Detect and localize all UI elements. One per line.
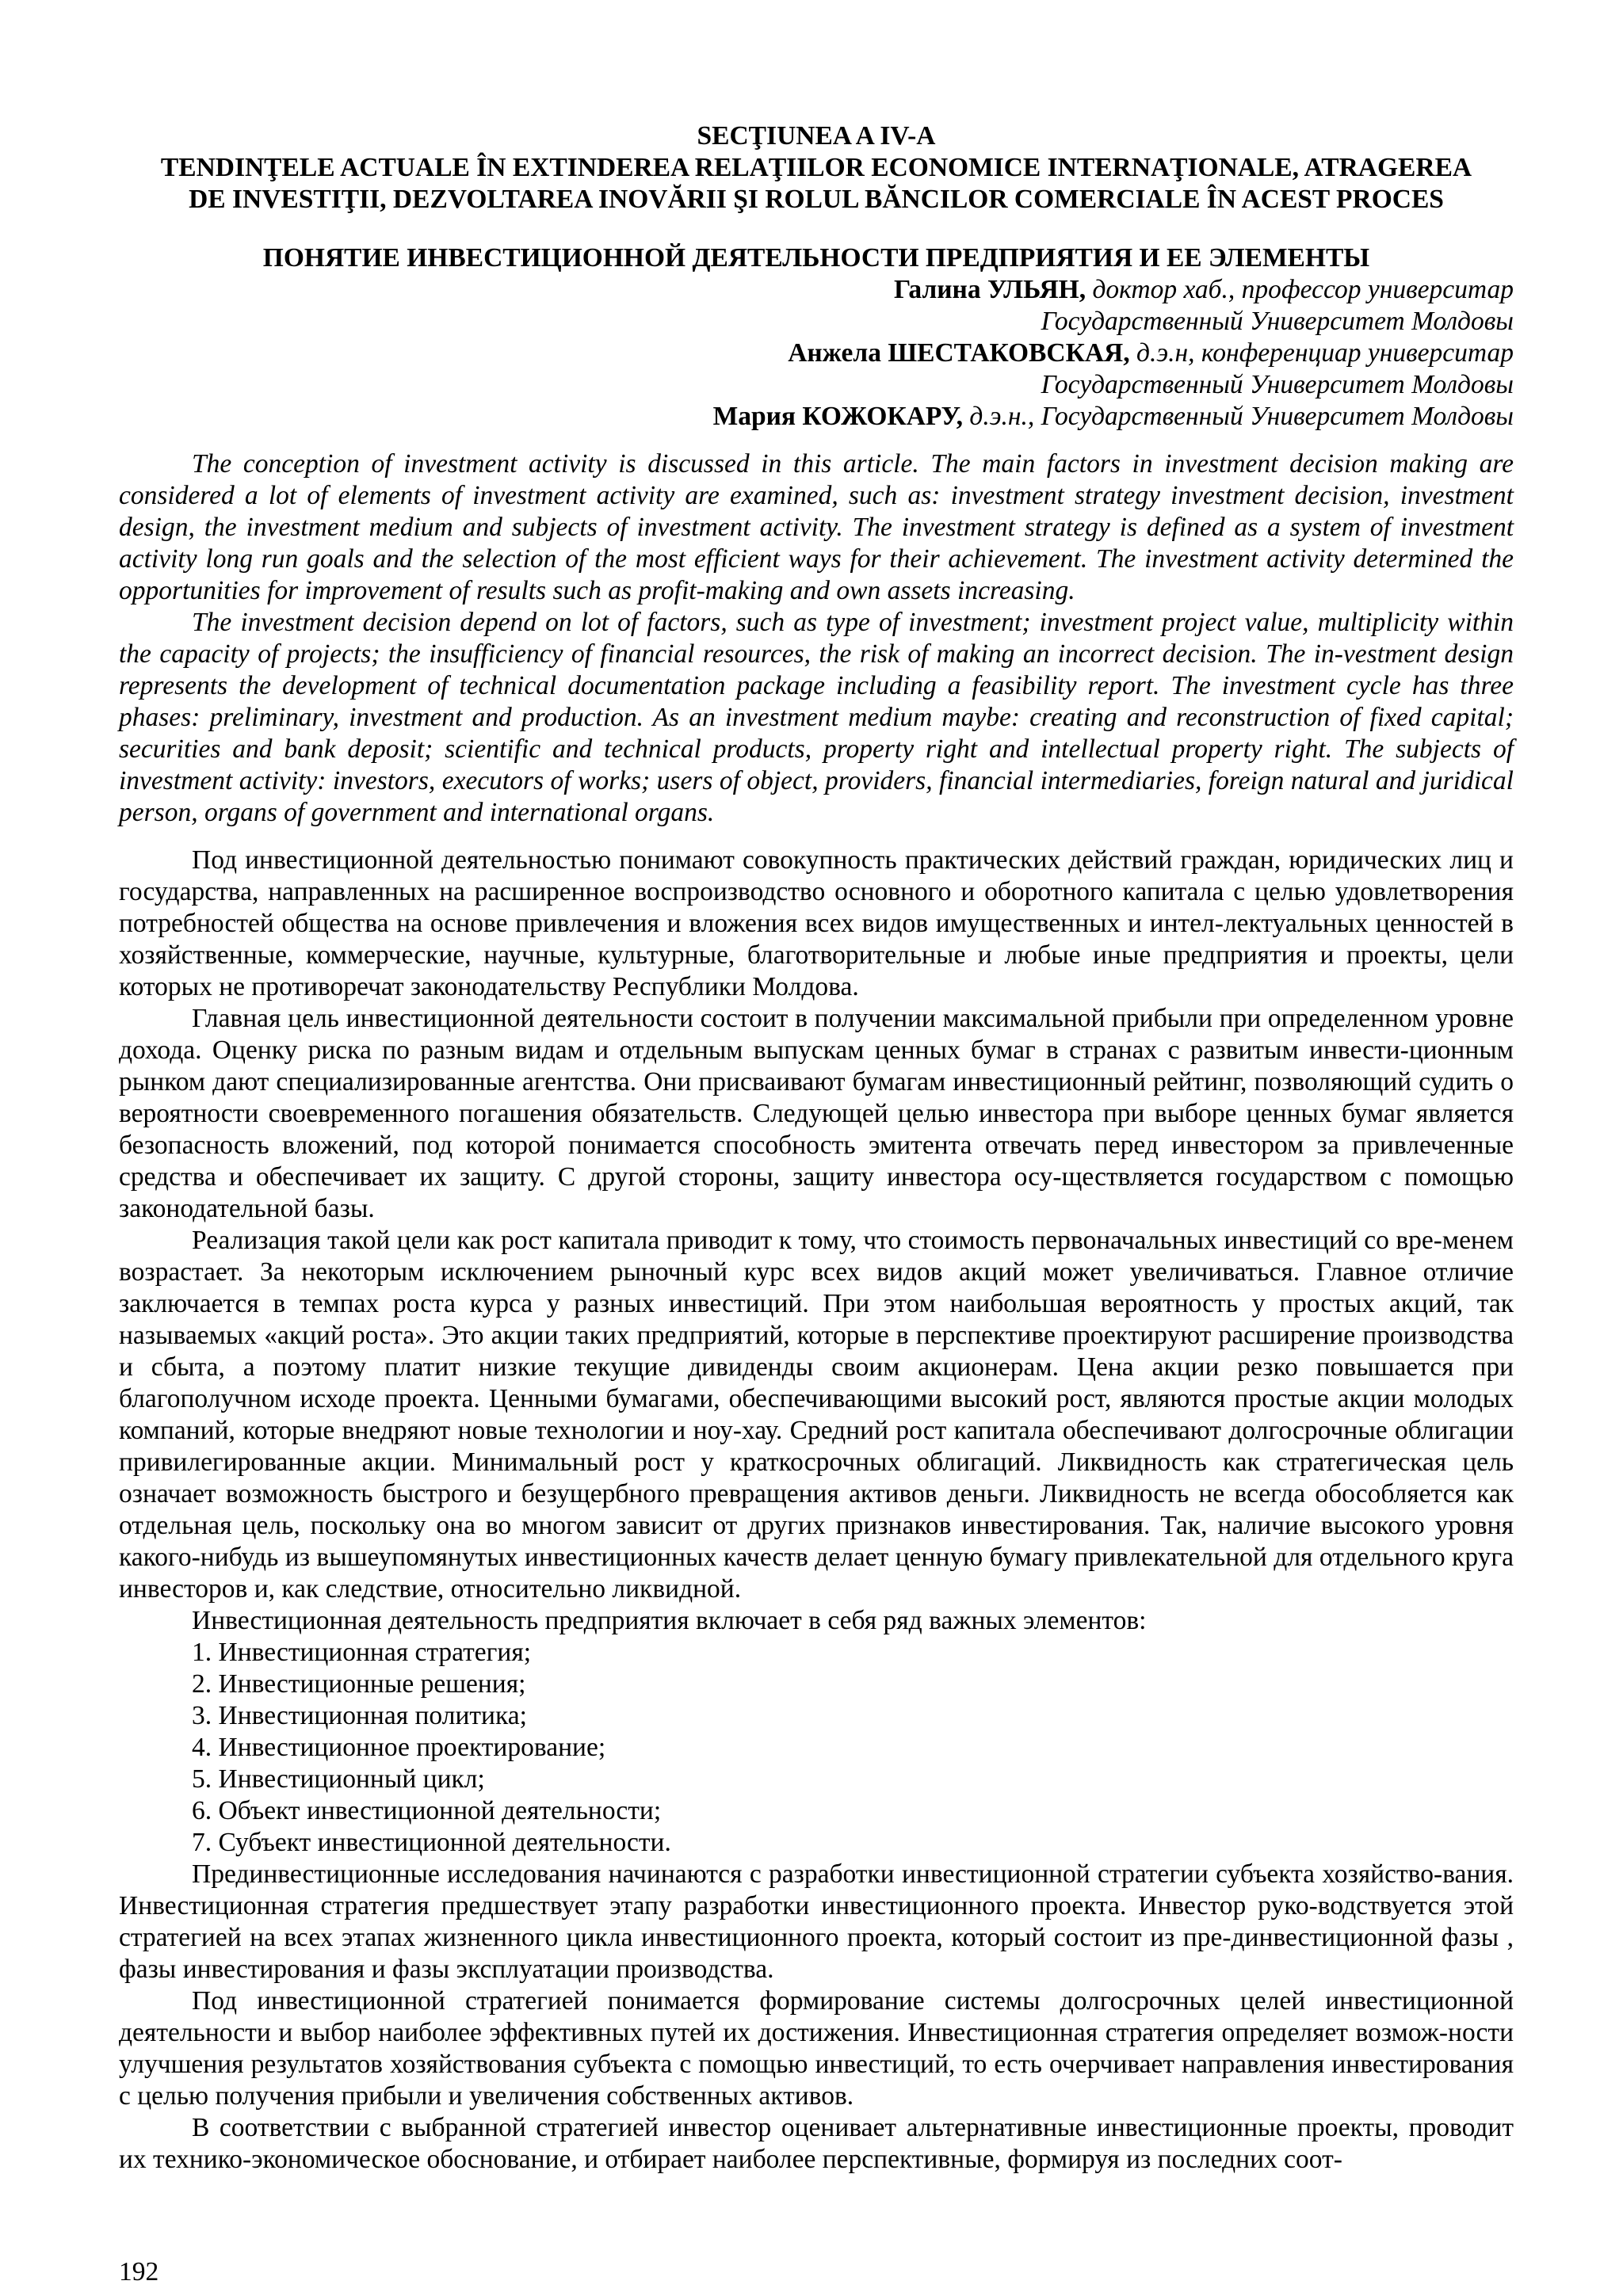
body-text: [119, 845, 1514, 2176]
section-title-line-2: DE INVESTIŢII, DEZVOLTAREA INOVĂRII ŞI ROLUL BĂNCILOR COMERCIALE ÎN ACEST PROCES: [189, 185, 1444, 214]
page: [119, 120, 1514, 2176]
article-title: ПОНЯТИЕ ИНВЕСТИЦИОННОЙ ДЕЯТЕЛЬНОСТИ ПРЕДПРИЯТИЯ И ЕЕ ЭЛЕМЕНТЫ: [262, 243, 1370, 273]
list-item: 2. Инвестиционные решения;: [192, 1669, 526, 1699]
list-item: 6. Объект инвестиционной деятельности;: [192, 1796, 662, 1825]
body-paragraph: Под инвестиционной стратегией понимается формирование системы долгосрочных целей инвестиционной деятельности и выбор наиболее эффективных путей их достижения. Инвестиционная стратегия определяет возмож-ности улучшения результатов хозяйствования субъекта с помощью инвестиций, то есть очерчивает направления инвестирования с целью получения прибыли и увеличения собственных активов.: [119, 1986, 1514, 2111]
list-item: 4. Инвестиционное проектирование;: [192, 1733, 606, 1762]
body-paragraph: В соответствии с выбранной стратегией инвестор оценивает альтернативные инвестиционные проекты, проводит их технико-экономическое обоснование, и отбирает наиболее перспективные, формируя из последних соот-: [119, 2113, 1514, 2174]
body-paragraph: Прединвестиционные исследования начинаются с разработки инвестиционной стратегии субъекта хозяйство-вания. Инвестиционная стратегия предшествует этапу разработки инвестиционного проекта. Инвестор руко-водствуется этой стратегией на всех этапах жизненного цикла инвестиционного проекта, который состоит из пре-динвестиционной фазы , фазы инвестирования и фазы эксплуатации производства.: [119, 1859, 1514, 1984]
author-name: Анжела ШЕСТАКОВСКАЯ,: [788, 338, 1130, 368]
section-label: SECŢIUNEA A IV-A: [697, 121, 936, 151]
list-item: 1. Инвестиционная стратегия;: [192, 1638, 532, 1667]
section-title-line-1: TENDINŢELE ACTUALE ÎN EXTINDEREA RELAŢIILOR ECONOMICE INTERNAŢIONALE, ATRAGEREA: [160, 153, 1472, 182]
elements-list: [119, 1637, 1514, 1859]
authors-block: [119, 274, 1514, 433]
page-number: 192: [119, 2257, 159, 2286]
author-role: д.э.н, конференциар университар: [1136, 338, 1514, 368]
author-role: д.э.н., Государственный Университет Молдовы: [969, 402, 1514, 431]
abstract-paragraph: The conception of investment activity is discussed in this article. The main factors in investment decision making are considered a lot of elements of investment activity are examined, such as: investment strategy investment decision, investment design, the investment medium and subjects of investment activity. The investment strategy is defined as a system of investment activity long run goals and the selection of the most efficient ways for their achievement. The investment activity determined the opportunities for improvement of results such as profit-making and own assets increasing.: [119, 449, 1514, 605]
author-name: Галина УЛЬЯН,: [894, 275, 1086, 304]
body-paragraph: Главная цель инвестиционной деятельности состоит в получении максимальной прибыли при определенном уровне дохода. Оценку риска по разным видам и отдельным выпускам ценных бумаг в странах с развитым инвести-ционным рынком дают специализированные агентства. Они присваивают бумагам инвестиционный рейтинг, позволяющий судить о вероятности своевременного погашения обязательств. Следующей целью инвестора при выборе ценных бумаг является безопасность вложений, под которой понимается способность эмитента отвечать перед инвестором за привлеченные средства и обеспечивает их защиту. С другой стороны, защиту инвестора осу-ществляется государством с помощью законодательной базы.: [119, 1004, 1514, 1223]
abstract: [119, 448, 1514, 829]
body-paragraph: Реализация такой цели как рост капитала приводит к тому, что стоимость первоначальных инвестиций со вре-менем возрастает. За некоторым исключением рыночный курс всех видов акций может увеличиваться. Главное отличие заключается в темпах роста курса у разных инвестиций. При этом наибольшая вероятность у простых акций, так называемых «акций роста». Это акции таких предприятий, которые в перспективе проектируют расширение производства и сбыта, а поэтому платит низкие текущие дивиденды своим акционерам. Цена акции резко повышается при благополучном исходе проекта. Ценными бумагами, обеспечивающими высокий рост, являются простые акции молодых компаний, которые внедряют новые технологии и ноу-хау. Средний рост капитала обеспечивают долгосрочные облигации привилегированные акции. Минимальный рост у краткосрочных облигаций. Ликвидность как стратегическая цель означает возможность быстрого и безущербного превращения активов деньги. Ликвидность не всегда обособляется как отдельная цель, поскольку она во многом зависит от других признаков инвестирования. Так, наличие высокого уровня какого-нибудь из вышеупомянутых инвестиционных качеств делает ценную бумагу привлекательной для отдельного круга инвесторов и, как следствие, относительно ликвидной.: [119, 1226, 1514, 1604]
list-item: 7. Субъект инвестиционной деятельности.: [192, 1828, 671, 1857]
author-role: доктор хаб., профессор университар: [1092, 275, 1514, 304]
body-paragraph: Под инвестиционной деятельностью понимают совокупность практических действий граждан, юридических лиц и государства, направленных на расширенное воспроизводство основного и оборотного капитала с целью удовлетворения потребностей общества на основе привлечения и вложения всех видов имущественных и интел-лектуальных ценностей в хозяйственные, коммерческие, научные, культурные, благотворительные и любые иные предприятия и проекты, цели которых не противоречат законодательству Республики Молдова.: [119, 845, 1514, 1001]
author-2: [119, 338, 1514, 369]
body-paragraph: Инвестиционная деятельность предприятия включает в себя ряд важных элементов:: [192, 1606, 1147, 1635]
list-item: 5. Инвестиционный цикл;: [192, 1764, 485, 1794]
list-item: 3. Инвестиционная политика;: [192, 1701, 527, 1730]
author-name: Мария КОЖОКАРУ,: [712, 402, 964, 431]
author-affiliation: Государственный Университет Молдовы: [1041, 307, 1514, 336]
author-3: [119, 401, 1514, 433]
author-1: [119, 274, 1514, 306]
author-affiliation: Государственный Университет Молдовы: [1041, 370, 1514, 399]
abstract-paragraph: The investment decision depend on lot of factors, such as type of investment; investment project value, multiplicity within the capacity of projects; the insufficiency of financial resources, the risk of making an incorrect decision. The in-vestment design represents the development of technical documentation package including a feasibility report. The investment cycle has three phases: preliminary, investment and production. As an investment medium maybe: creating and reconstruction of fixed capital; securities and bank deposit; scientific and technical products, property right and intellectual property right. The subjects of investment activity: investors, executors of works; users of object, providers, financial intermediaries, foreign natural and juridical person, organs of government and international organs.: [119, 608, 1514, 827]
